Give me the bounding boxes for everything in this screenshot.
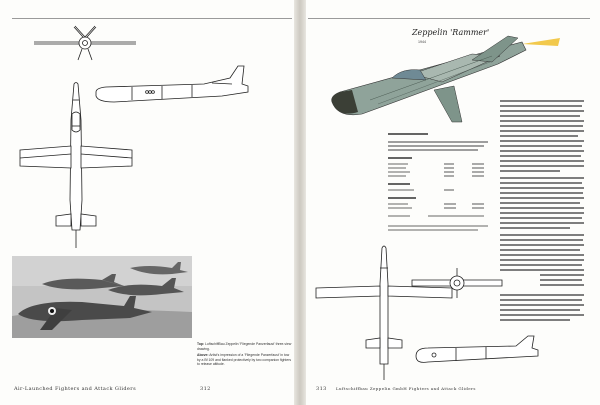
artist-impression-photo	[12, 256, 192, 338]
caption-above-text: Artist's impression of a 'Fliegende Panzerfaust' in tow by a Bf 109 and flanked protectively by two companion fighters to release altitude.	[197, 353, 292, 367]
caption-top-label: Top:	[197, 342, 205, 346]
right-footer-title: Luftschiffbau Zeppelin GmbH Fighters and Attack Gliders	[336, 386, 476, 391]
left-footer-title: Air-Launched Fighters and Attack Gliders	[14, 386, 137, 392]
caption-above-label: Above:	[197, 353, 209, 358]
photo-caption	[197, 342, 292, 367]
rammer-three-view-drawing	[316, 244, 546, 384]
specification-table	[388, 132, 492, 252]
page-subtitle: 1944	[418, 40, 426, 44]
three-view-front-view	[30, 24, 140, 64]
book-gutter	[294, 0, 306, 405]
left-page-number: 312	[200, 386, 211, 392]
left-header-rule	[12, 18, 292, 19]
right-header-rule	[308, 18, 590, 19]
page-title: Zeppelin 'Rammer'	[412, 28, 490, 37]
caption-top-text: LuftschiffBau Zeppelin 'Fliegende Panzerfaust' three-view drawing.	[197, 342, 292, 351]
right-page-number: 313	[316, 386, 327, 392]
three-view-plan-view	[12, 80, 152, 252]
